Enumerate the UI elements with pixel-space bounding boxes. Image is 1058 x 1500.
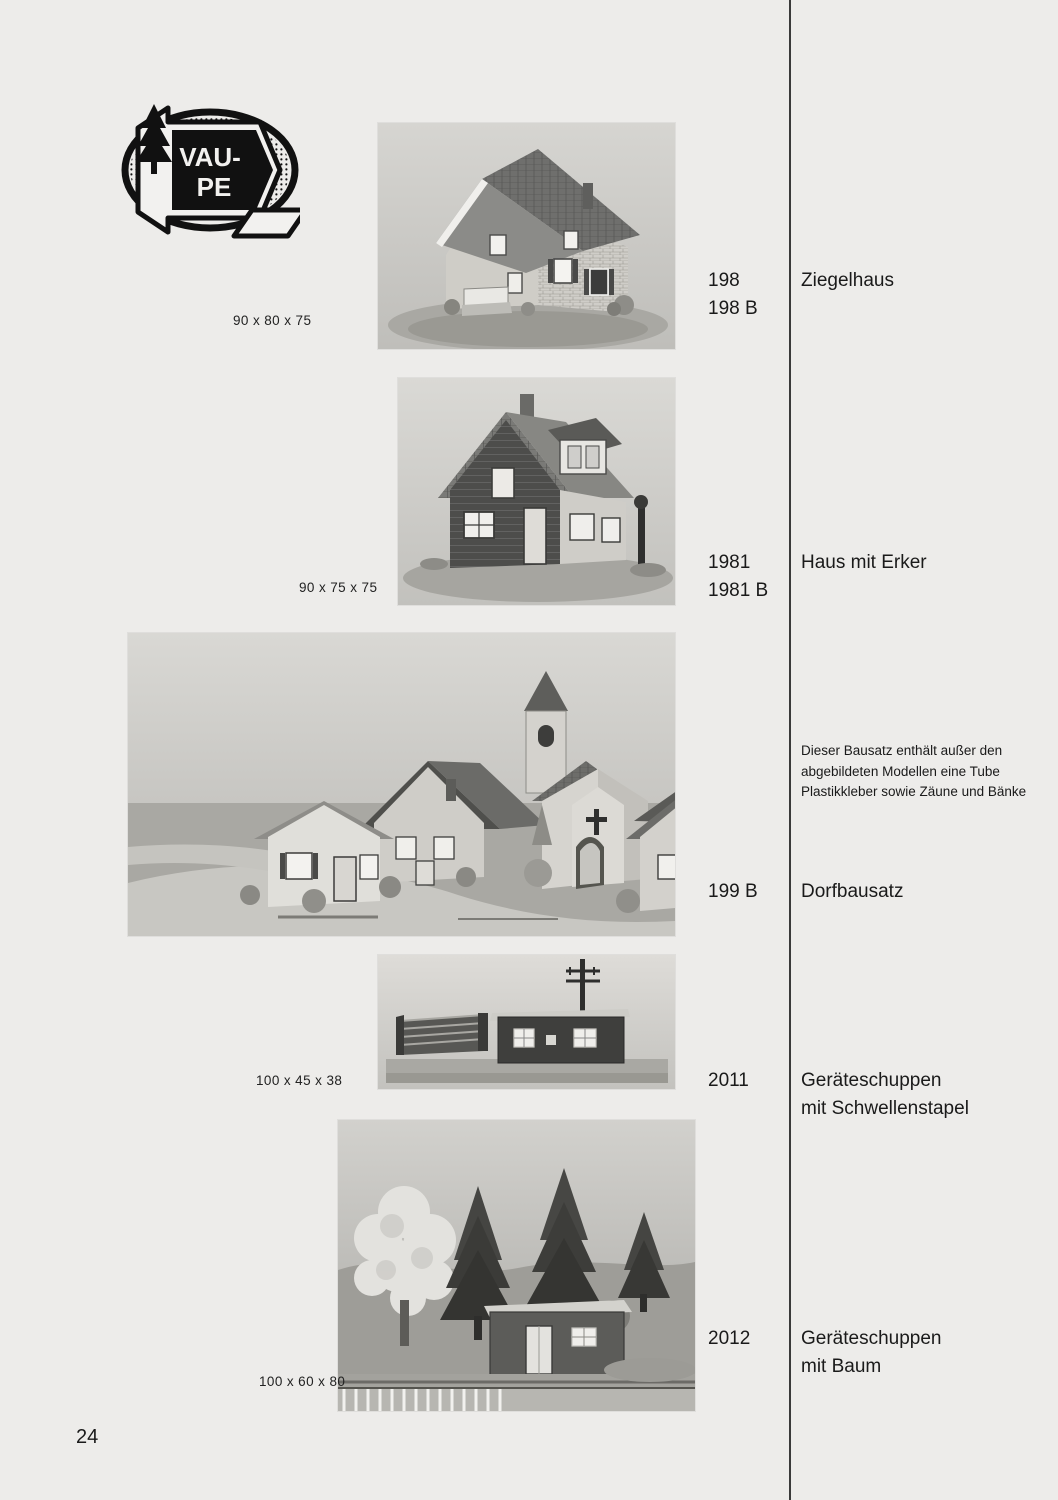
catalog-number-line: 198 B bbox=[708, 297, 758, 319]
catalog-number-geraeteschuppen-baum bbox=[708, 1325, 750, 1353]
product-name-dorfbausatz: Dorfbausatz bbox=[801, 881, 904, 902]
tool-shed-sleepers-photo bbox=[378, 955, 675, 1089]
column-divider bbox=[789, 0, 791, 1500]
product-name-line: mit Schwellenstapel bbox=[801, 1097, 969, 1119]
dorfbausatz-note: Dieser Bausatz enthält außer den abgebildeten Modellen eine Tube Plastikkleber sowie Zäune und Bänke bbox=[801, 743, 1027, 800]
dimensions-geraeteschuppen-baum: 100 x 60 x 80 bbox=[259, 1374, 346, 1389]
catalog-number-geraeteschuppen-schwellenstapel bbox=[708, 1067, 749, 1095]
product-name-line: mit Baum bbox=[801, 1355, 882, 1377]
product-name-geraeteschuppen-schwellenstapel bbox=[801, 1067, 969, 1122]
catalog-number-line: 2011 bbox=[708, 1070, 749, 1091]
product-name-haus-mit-erker: Haus mit Erker bbox=[801, 552, 927, 573]
product-name-line: Geräteschuppen bbox=[801, 1070, 942, 1091]
logo-text-line1: VAU- bbox=[179, 142, 241, 172]
product-name-geraeteschuppen-baum bbox=[801, 1325, 942, 1380]
catalog-number-line: 199 B bbox=[708, 881, 758, 902]
product-name-ziegelhaus: Ziegelhaus bbox=[801, 270, 894, 291]
vaupe-logo bbox=[110, 98, 300, 248]
catalog-number-haus-mit-erker bbox=[708, 549, 768, 604]
village-set-photo bbox=[128, 633, 675, 936]
catalog-number-dorfbausatz bbox=[708, 878, 758, 906]
dimensions-geraeteschuppen-schwellenstapel: 100 x 45 x 38 bbox=[256, 1073, 343, 1088]
catalog-number-ziegelhaus bbox=[708, 267, 758, 322]
logo-text-line2: PE bbox=[196, 172, 232, 202]
house-bay-window-photo bbox=[398, 378, 675, 605]
catalog-number-line: 1981 B bbox=[708, 579, 769, 601]
page-number: 24 bbox=[76, 1426, 99, 1448]
catalog-number-line: 198 bbox=[708, 270, 740, 291]
house-brick-photo bbox=[378, 123, 675, 349]
dimensions-ziegelhaus: 90 x 80 x 75 bbox=[233, 313, 312, 328]
tool-shed-tree-photo bbox=[338, 1120, 695, 1411]
dimensions-haus-mit-erker: 90 x 75 x 75 bbox=[299, 580, 378, 595]
catalog-number-line: 1981 bbox=[708, 552, 751, 573]
catalog-number-line: 2012 bbox=[708, 1328, 751, 1349]
product-name-line: Geräteschuppen bbox=[801, 1328, 942, 1349]
